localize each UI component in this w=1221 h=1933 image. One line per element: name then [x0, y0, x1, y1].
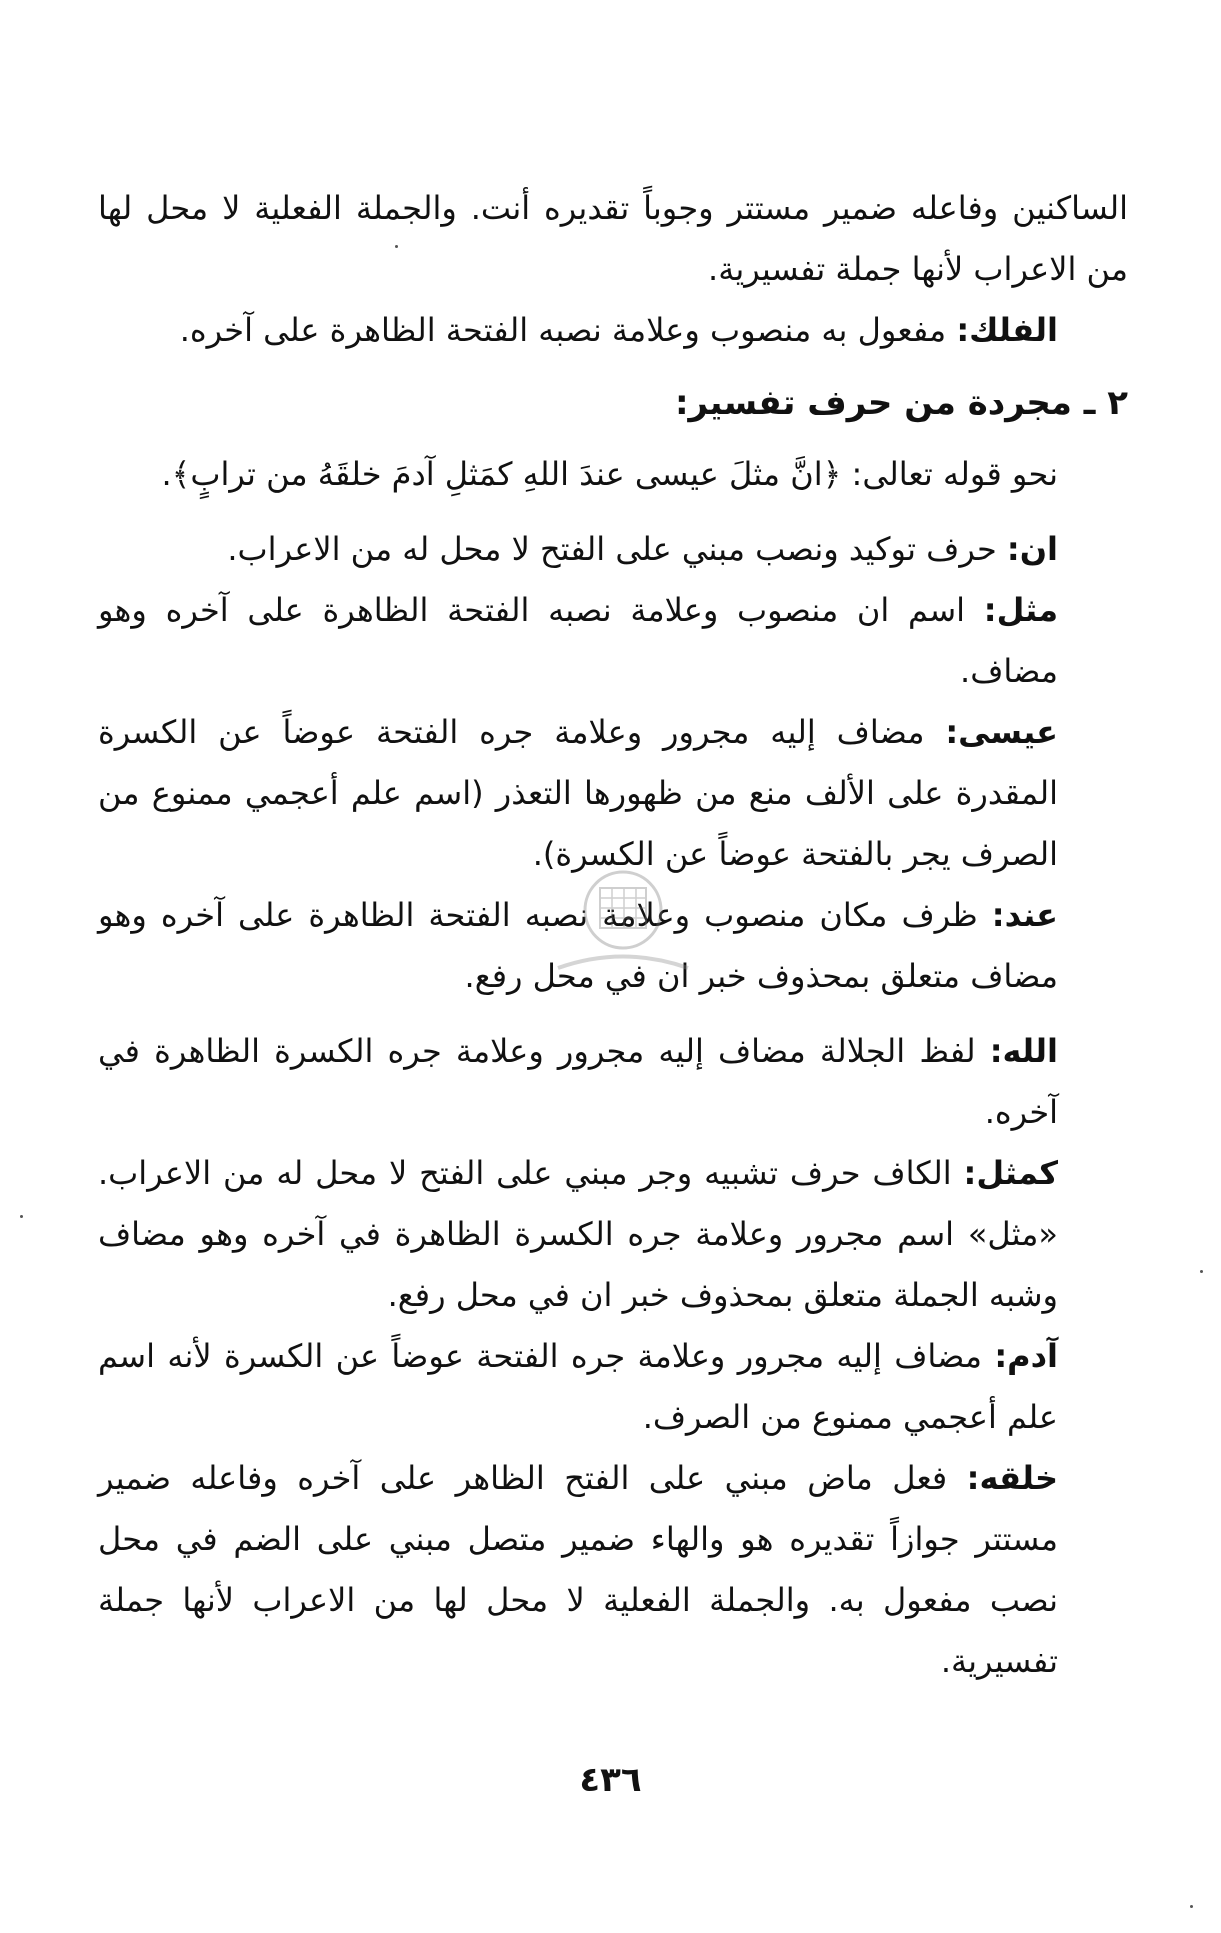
paragraph-text: مضاف إليه مجرور وعلامة جره الفتحة عوضاً عن الكسرة لأنه اسم علم أعجمي ممنوع من الصرف. [98, 1337, 1058, 1436]
paragraph-continuation [98, 178, 1128, 300]
paragraph-text: مضاف إليه مجرور وعلامة جره الفتحة عوضاً عن الكسرة المقدرة على الألف منع من ظهورها التعذر (اسم علم أعجمي ممنوع من الصرف يجر بالفتحة عوضاً عن الكسرة). [98, 713, 1058, 873]
paragraph-term: مثل: [983, 591, 1058, 629]
paragraph-text: فعل ماض مبني على الفتح الظاهر على آخره وفاعله ضمير مستتر جوازاً تقديره هو والهاء ضمير متصل مبني على الضم في محل نصب مفعول به. والجملة الفعلية لا محل لها من الاعراب لأنها جملة تفسيرية. [98, 1459, 1058, 1680]
paragraph-text: لفظ الجلالة مضاف إليه مجرور وعلامة جره الكسرة الظاهرة في آخره. [98, 1032, 1058, 1131]
paragraph-term: الفلك: [956, 311, 1058, 349]
paragraph-text: الساكنين وفاعله ضمير مستتر وجوباً تقديره أنت. والجملة الفعلية لا محل لها من الاعراب لأنها جملة تفسيرية. [98, 189, 1128, 288]
scan-speck [395, 245, 398, 248]
paragraph-term: عيسى: [945, 713, 1058, 751]
scan-speck [20, 1215, 23, 1218]
paragraph-verse [98, 444, 1128, 505]
paragraph-text: ظرف مكان منصوب وعلامة نصبه الفتحة الظاهرة على آخره وهو مضاف متعلق بمحذوف خبر ان في محل رفع. [98, 896, 1058, 995]
paragraph-text: نحو قوله تعالى: ﴿انَّ مثلَ عيسى عندَ اللهِ كمَثلِ آدمَ خلقَهُ من ترابٍ﴾. [161, 455, 1058, 493]
page-number: ٤٣٦ [579, 1760, 642, 1800]
section-heading [98, 373, 1128, 434]
scan-speck [1200, 1270, 1203, 1273]
scan-speck [1190, 1905, 1193, 1908]
heading-text: ٢ ـ مجردة من حرف تفسير: [674, 383, 1128, 423]
paragraph-text: مفعول به منصوب وعلامة نصبه الفتحة الظاهرة على آخره. [179, 311, 957, 349]
paragraph-term: خلقه: [966, 1459, 1058, 1497]
paragraph-allah [98, 1021, 1128, 1143]
paragraph-mathal [98, 580, 1128, 702]
paragraph-inda [98, 885, 1128, 1007]
paragraph-alfulk [98, 300, 1128, 361]
paragraph-text: اسم ان منصوب وعلامة نصبه الفتحة الظاهرة على آخره وهو مضاف. [98, 591, 1058, 690]
paragraph-term: كمثل: [963, 1154, 1058, 1192]
paragraph-adam [98, 1326, 1128, 1448]
paragraph-term: ان: [1006, 530, 1058, 568]
paragraph-term: عند: [991, 896, 1058, 934]
paragraph-inna [98, 519, 1128, 580]
paragraph-khalaqahu [98, 1448, 1128, 1692]
paragraph-text: حرف توكيد ونصب مبني على الفتح لا محل له من الاعراب. [227, 530, 1007, 568]
paragraph-term: آدم: [994, 1337, 1058, 1375]
paragraph-kamathal [98, 1143, 1128, 1326]
paragraph-isa [98, 702, 1128, 885]
page-body [98, 178, 1128, 1692]
paragraph-term: الله: [989, 1032, 1058, 1070]
paragraph-text: الكاف حرف تشبيه وجر مبني على الفتح لا محل له من الاعراب. «مثل» اسم مجرور وعلامة جره الكسرة الظاهرة في آخره وهو مضاف وشبه الجملة متعلق بمحذوف خبر ان في محل رفع. [98, 1154, 1058, 1314]
